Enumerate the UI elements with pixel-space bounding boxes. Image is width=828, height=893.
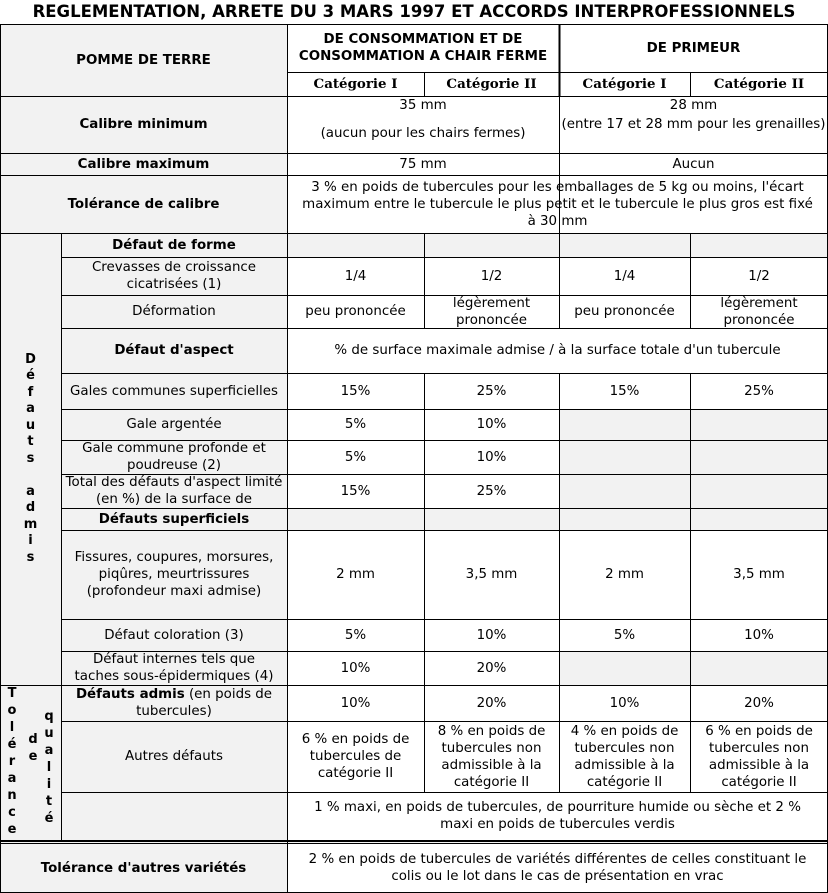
page-title: REGLEMENTATION, ARRETE DU 3 MARS 1997 ET ACCORDS INTERPROFESSIONNELS	[32, 2, 796, 21]
internes-value-2: 20%	[476, 660, 507, 676]
calibre-max-label: Calibre maximum	[77, 156, 210, 172]
gale-argentee-value-3	[559, 409, 690, 440]
defauts-admis-letter: t	[27, 434, 34, 450]
crevasses-value-1: 1/4	[344, 268, 367, 284]
calibre-max-conso: 75 mm	[399, 156, 447, 172]
gale-profonde-label: Gale commune profonde et poudreuse (2)	[82, 441, 266, 473]
internes-value-3	[559, 651, 690, 685]
total-aspect-value-3	[559, 474, 690, 508]
defauts-admis-vertical-label	[0, 233, 61, 685]
de-letter: e	[28, 749, 38, 764]
gale-profonde-value-3	[559, 440, 690, 474]
gale-argentee-value-4	[690, 409, 828, 440]
tolerance-varietes-text: 2 % en poids de tubercules de variétés différentes de celles constituant le colis ou le lot dans le cas de présentation en vrac	[308, 852, 807, 884]
defauts-admis-letter: i	[28, 533, 33, 549]
total-aspect-label: Total des défauts d'aspect limité (en %) de la surface de	[65, 475, 283, 507]
gales-communes-value-3: 15%	[609, 383, 640, 399]
tolerance-letter: T	[7, 686, 17, 701]
deformation-value-1: peu prononcée	[305, 304, 406, 319]
coloration-value-2: 10%	[476, 627, 507, 643]
fissures-value-4: 3,5 mm	[733, 567, 785, 582]
internes-value-1: 10%	[340, 660, 371, 676]
tolerance-letter: l	[9, 720, 15, 735]
gale-profonde-value-4	[690, 440, 828, 474]
tolerance-letter: a	[7, 771, 17, 786]
header-conso-cat1: Catégorie I	[313, 75, 398, 92]
defauts-admis-value-3: 10%	[609, 695, 640, 711]
deformation-value-3: peu prononcée	[574, 304, 675, 319]
autres-defauts-value-4: 6 % en poids de tubercules non admissible à la catégorie II	[705, 723, 813, 790]
regulation-table	[0, 24, 828, 893]
header-conso-cat2: Catégorie II	[446, 75, 537, 92]
defauts-admis-value-2: 20%	[476, 695, 507, 711]
gales-communes-value-1: 15%	[340, 383, 371, 399]
total-aspect-value-1: 15%	[340, 483, 371, 499]
calibre-min-label: Calibre minimum	[79, 117, 208, 132]
pourriture-text: 1 % maxi, en poids de tubercules, de pourriture humide ou sèche et 2 % maxi en poids de tubercules verdis	[314, 800, 801, 832]
crevasses-value-4: 1/2	[748, 268, 770, 284]
tolerance-letter: o	[7, 703, 17, 718]
calibre-min-conso-note: (aucun pour les chairs fermes)	[320, 126, 526, 141]
defauts-admis-letter: d	[25, 500, 36, 516]
coloration-value-4: 10%	[744, 627, 774, 643]
defaut-aspect-heading: Défaut d'aspect	[114, 343, 234, 358]
tolerance-qualite-vertical-label	[0, 685, 61, 840]
defauts-admis-label-bold: Défauts admis	[75, 687, 185, 702]
header-product: POMME DE TERRE	[76, 52, 211, 68]
qualite-letter: a	[44, 743, 54, 758]
header-consommation: DE CONSOMMATION ET DE CONSOMMATION A CHAIR FERME	[298, 32, 548, 64]
defauts-admis-letter: a	[26, 401, 35, 417]
header-primeur: DE PRIMEUR	[646, 40, 741, 56]
qualite-letter: t	[45, 794, 53, 809]
fissures-value-2: 3,5 mm	[465, 567, 518, 582]
defauts-admis-letter: a	[26, 483, 35, 499]
gale-profonde-value-1: 5%	[344, 449, 367, 465]
total-aspect-value-2: 25%	[476, 483, 507, 499]
defauts-admis-label-rest: (en poids de tubercules)	[136, 687, 273, 719]
calibre-min-primeur-note: (entre 17 et 28 mm pour les grenailles)	[561, 117, 826, 132]
tolerance-letter: n	[7, 788, 17, 803]
qualite-letter: i	[46, 777, 52, 792]
coloration-label: Défaut coloration (3)	[104, 627, 244, 643]
defauts-admis-letter: u	[25, 417, 36, 433]
total-aspect-value-4	[690, 474, 828, 508]
gales-communes-value-2: 25%	[476, 383, 507, 399]
qualite-letter: l	[46, 760, 52, 775]
crevasses-label: Crevasses de croissance cicatrisées (1)	[91, 260, 257, 292]
calibre-min-primeur-value: 28 mm	[669, 98, 718, 113]
tolerance-letter: r	[8, 754, 16, 769]
calibre-min-conso	[287, 96, 559, 153]
gale-profonde-value-2: 10%	[476, 449, 507, 465]
crevasses-value-2: 1/2	[480, 268, 503, 284]
defaut-aspect-description: % de surface maximale admise / à la surface totale d'un tubercule	[334, 343, 781, 358]
tolerance-letter: c	[8, 805, 16, 820]
defauts-admis-value-4: 20%	[744, 695, 774, 711]
gale-argentee-value-1: 5%	[344, 417, 367, 432]
defauts-admis-letter: m	[23, 516, 38, 532]
defauts-admis-label	[61, 685, 287, 721]
defauts-admis-letter: s	[26, 450, 35, 466]
header-primeur-cat1: Catégorie I	[582, 75, 667, 92]
tolerance-calibre-text: 3 % en poids de tubercules pour les emballages de 5 kg ou moins, l'écart maximum entre le tubercule le plus petit et le tubercule le plus gros est fixé à 30 mm	[302, 179, 813, 229]
calibre-max-primeur: Aucun	[672, 156, 715, 172]
de-letter: d	[28, 732, 38, 747]
defauts-admis-value-1: 10%	[340, 695, 371, 711]
deformation-label: Déformation	[132, 304, 216, 319]
autres-defauts-value-3: 4 % en poids de tubercules non admissible à la catégorie II	[570, 723, 679, 790]
header-primeur-cat2: Catégorie II	[713, 75, 805, 92]
gale-argentee-label: Gale argentée	[126, 417, 222, 432]
gale-argentee-value-2: 10%	[476, 417, 507, 432]
gales-communes-value-4: 25%	[744, 383, 774, 399]
deformation-value-4: légèrement prononcée	[720, 295, 798, 328]
fissures-label: Fissures, coupures, morsures, piqûres, meurtrissures (profondeur maxi admise)	[74, 550, 274, 599]
autres-defauts-label: Autres défauts	[125, 749, 223, 764]
gales-communes-label: Gales communes superficielles	[70, 383, 278, 399]
tolerance-calibre-label: Tolérance de calibre	[67, 196, 220, 212]
calibre-min-primeur	[559, 96, 828, 153]
qualite-letter: u	[44, 726, 54, 741]
calibre-min-conso-value: 35 mm	[399, 98, 447, 113]
fissures-value-3: 2 mm	[605, 567, 644, 582]
crevasses-value-3: 1/4	[613, 268, 636, 284]
internes-label: Défaut internes tels que taches sous-épidermiques (4)	[74, 652, 274, 684]
coloration-value-3: 5%	[613, 627, 636, 643]
fissures-value-1: 2 mm	[336, 567, 375, 582]
qualite-letter: é	[44, 811, 54, 826]
autres-defauts-value-2: 8 % en poids de tubercules non admissible à la catégorie II	[437, 723, 546, 790]
deformation-value-2: légèrement prononcée	[452, 295, 531, 328]
tolerance-letter: é	[7, 737, 17, 752]
defauts-superficiels-heading: Défauts superficiels	[98, 511, 250, 527]
defauts-admis-letter: f	[27, 384, 34, 400]
defauts-admis-letter: é	[26, 368, 35, 384]
internes-value-4	[690, 651, 828, 685]
defauts-admis-letter	[28, 467, 33, 484]
defauts-admis-letter: s	[26, 549, 35, 565]
tolerance-varietes-label: Tolérance d'autres variétés	[40, 860, 247, 876]
tolerance-letter: e	[7, 822, 17, 837]
defauts-admis-letter: D	[25, 351, 36, 367]
autres-defauts-value-1: 6 % en poids de tubercules de catégorie II	[301, 732, 410, 781]
defaut-forme-heading: Défaut de forme	[112, 237, 236, 253]
qualite-letter: q	[44, 709, 54, 724]
coloration-value-1: 5%	[344, 627, 367, 643]
